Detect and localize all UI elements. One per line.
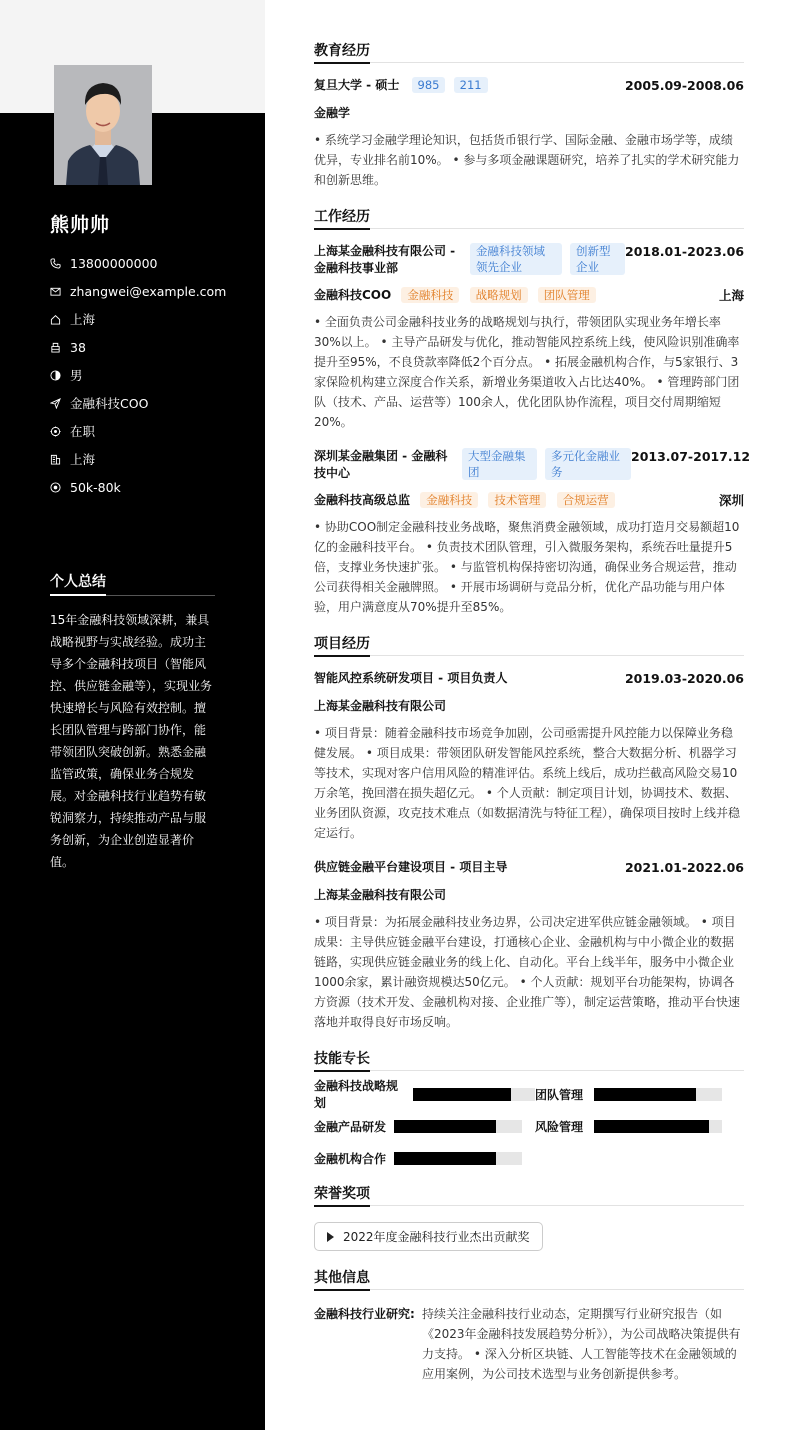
salary-icon bbox=[50, 482, 70, 493]
age-icon bbox=[50, 342, 70, 353]
skill-bar-fill bbox=[594, 1120, 709, 1133]
school-tag: 211 bbox=[454, 77, 488, 93]
award-item[interactable] bbox=[314, 1222, 543, 1251]
award-text: 2022年度金融科技行业杰出贡献奖 bbox=[343, 1230, 530, 1244]
skill-item bbox=[535, 1117, 744, 1135]
project-org: 上海某金融科技有限公司 bbox=[314, 699, 447, 713]
other-label: 金融科技行业研究: bbox=[314, 1307, 415, 1321]
phone-text: 13800000000 bbox=[70, 255, 158, 271]
summary-text: 15年金融科技领域深耕，兼具战略视野与实战经验。成功主导多个金融科技项目（智能风控、供应链金融等），实现业务快速增长与风险有效控制。擅长团队管理与跨部门协作，能带领团队突破创新。熟悉金融监管政策，确保业务合规发展。对金融科技行业趋势有敏锐洞察力，持续推动产品与服务创新，为企业创造显著价值。 bbox=[50, 613, 213, 869]
work-date: 2013.07-2017.12 bbox=[631, 449, 751, 464]
projects-heading: 项目经历 bbox=[314, 633, 744, 656]
skill-item bbox=[314, 1117, 535, 1135]
company-tag: 多元化金融业务 bbox=[545, 448, 631, 480]
phone-icon bbox=[50, 258, 70, 269]
play-icon bbox=[327, 1232, 334, 1242]
project-description: • 项目背景：随着金融科技市场竞争加剧，公司亟需提升风控能力以保障业务稳健发展。 • 项目成果：带领团队研发智能风控系统，整合大数据分析、机器学习等技术，实现对客户信用风险的精准评估。系统上线后，成功拦截高风险交易10万余笔，挽回潜在损失超亿元。 • 个人贡献：制定项目计划，协调技术、数据、业务团队资源，攻克技术难点（如数据清洗与特征工程），确保项目按时上线并稳定运行。 bbox=[314, 726, 741, 840]
skill-bar-fill bbox=[594, 1088, 696, 1101]
project-description: • 项目背景：为拓展金融科技业务边界，公司决定进军供应链金融领域。 • 项目成果：主导供应链金融平台建设，打通核心企业、金融机构与中小微企业的数据链路，实现供应链金融业务的线上化、自动化。平台上线半年，服务中小微企业1000余家，累计融资规模达50亿元。 • 个人贡献：规划平台功能架构，协调各方资源（技术开发、金融机构对接、企业推广等），制定运营策略，推动平台快速落地并取得良好市场反响。 bbox=[314, 915, 741, 1029]
info-salary bbox=[50, 473, 250, 501]
status-text: 在职 bbox=[70, 424, 96, 439]
company-name: 深圳某金融集团 - 金融科技中心 bbox=[314, 449, 448, 480]
skill-name: 金融科技战略规划 bbox=[314, 1079, 399, 1110]
project-item bbox=[314, 859, 744, 1032]
skill-bar bbox=[594, 1088, 722, 1101]
skill-bar bbox=[394, 1120, 522, 1133]
skill-item bbox=[535, 1085, 744, 1103]
role-tag: 金融科技 bbox=[401, 287, 459, 303]
info-position bbox=[50, 389, 250, 417]
location-text: 上海 bbox=[70, 312, 96, 327]
skills-heading: 技能专长 bbox=[314, 1048, 744, 1071]
mail-icon bbox=[50, 286, 70, 297]
skill-bar-fill bbox=[413, 1088, 510, 1101]
project-date: 2021.01-2022.06 bbox=[624, 860, 744, 875]
education-description: • 系统学习金融学理论知识，包括货币银行学、国际金融、金融市场学等，成绩优异，专业排名前10%。 • 参与多项金融课题研究，培养了扎实的学术研究能力和创新思维。 bbox=[314, 133, 740, 187]
info-gender bbox=[50, 361, 250, 389]
work-item bbox=[314, 448, 751, 617]
avatar bbox=[54, 65, 152, 185]
gender-icon bbox=[50, 370, 70, 381]
role-tag: 战略规划 bbox=[470, 287, 528, 303]
info-email bbox=[50, 277, 250, 305]
major: 金融学 bbox=[314, 106, 351, 120]
candidate-name: 熊帅帅 bbox=[50, 214, 111, 236]
project-name: 供应链金融平台建设项目 - 项目主导 bbox=[314, 860, 508, 874]
info-phone bbox=[50, 249, 250, 277]
contact-info-list bbox=[50, 249, 250, 501]
home-icon bbox=[50, 314, 70, 325]
company-tag: 金融科技领域领先企业 bbox=[470, 243, 562, 275]
education-date: 2005.09-2008.06 bbox=[624, 78, 744, 93]
project-name: 智能风控系统研发项目 - 项目负责人 bbox=[314, 671, 508, 685]
skill-bar-fill bbox=[394, 1152, 496, 1165]
school-tag: 985 bbox=[412, 77, 446, 93]
other-heading: 其他信息 bbox=[314, 1267, 744, 1290]
education-item bbox=[314, 77, 744, 190]
project-date: 2019.03-2020.06 bbox=[624, 671, 744, 686]
education-heading: 教育经历 bbox=[314, 40, 744, 63]
info-location bbox=[50, 305, 250, 333]
skill-bar-fill bbox=[394, 1120, 496, 1133]
work-city: 上海 bbox=[718, 288, 744, 303]
role: 金融科技COO 金融科技 战略规划 团队管理 bbox=[314, 287, 596, 304]
gender-text: 男 bbox=[70, 368, 83, 383]
awards-heading: 荣誉奖项 bbox=[314, 1183, 744, 1206]
position-text: 金融科技COO bbox=[70, 396, 149, 411]
skill-name: 风险管理 bbox=[535, 1119, 584, 1134]
work-city-text: 上海 bbox=[70, 452, 96, 467]
info-age bbox=[50, 333, 250, 361]
skill-name: 金融产品研发 bbox=[314, 1119, 387, 1134]
skill-bar bbox=[394, 1152, 522, 1165]
school-name: 复旦大学 - 硕士 985 211 bbox=[314, 77, 488, 94]
role-tag: 合规运营 bbox=[557, 492, 615, 508]
company-name: 上海某金融科技有限公司 - 金融科技事业部 bbox=[314, 244, 456, 275]
project-org: 上海某金融科技有限公司 bbox=[314, 888, 447, 902]
info-work-city bbox=[50, 445, 250, 473]
project-item bbox=[314, 670, 744, 843]
main-content bbox=[314, 40, 751, 1384]
role-tag: 金融科技 bbox=[420, 492, 478, 508]
skill-item bbox=[314, 1079, 535, 1110]
summary-heading: 个人总结 bbox=[50, 571, 215, 596]
salary-text: 50k-80k bbox=[70, 479, 121, 495]
work-date: 2018.01-2023.06 bbox=[625, 244, 745, 259]
role: 金融科技高级总监 金融科技 技术管理 合规运营 bbox=[314, 492, 615, 509]
awards-list bbox=[314, 1220, 744, 1251]
skills-grid bbox=[314, 1079, 744, 1167]
other-value: 持续关注金融科技行业动态，定期撰写行业研究报告（如《2023年金融科技发展趋势分析》），为公司战略决策提供有力支持。 • 深入分析区块链、人工智能等技术在金融领域的应用案例，为公司技术选型与业务创新提供参考。 bbox=[422, 1307, 741, 1381]
other-item bbox=[314, 1304, 744, 1384]
skill-bar bbox=[594, 1120, 722, 1133]
work-description: • 协助COO制定金融科技业务战略，聚焦消费金融领域，成功打造月交易额超10亿的金融科技平台。 • 负责技术团队管理，引入微服务架构，系统吞吐量提升5倍，支撑业务快速扩张。 • 与监管机构保持密切沟通，确保业务合规运营，推动公司获得相关金融牌照。 • 开展市场调研与竞品分析，优化产品功能与用户体验，用户满意度从70%提升至85%。 bbox=[314, 520, 740, 614]
age-text: 38 bbox=[70, 339, 86, 355]
role-tag: 团队管理 bbox=[538, 287, 596, 303]
work-item bbox=[314, 243, 744, 432]
role-tag: 技术管理 bbox=[488, 492, 546, 508]
building-icon bbox=[50, 454, 70, 465]
skill-item bbox=[314, 1149, 535, 1167]
skill-name: 团队管理 bbox=[535, 1087, 584, 1102]
work-description: • 全面负责公司金融科技业务的战略规划与执行，带领团队实现业务年增长率30%以上。 • 主导产品研发与优化，推动智能风控系统上线，使风险识别准确率提升至95%，不良贷款率降低2个百分点。 • 拓展金融机构合作，与5家银行、3家保险机构建立深度合作关系，新增业务渠道收入占比达40%。 • 管理跨部门团队（技术、产品、运营等）100余人，优化团队协作流程，项目交付周期缩短20%。 bbox=[314, 315, 740, 429]
work-city: 深圳 bbox=[718, 493, 744, 508]
status-icon bbox=[50, 426, 70, 437]
skill-name: 金融机构合作 bbox=[314, 1151, 387, 1166]
company-tag: 大型金融集团 bbox=[462, 448, 537, 480]
send-icon bbox=[50, 398, 70, 409]
info-status bbox=[50, 417, 250, 445]
work-heading: 工作经历 bbox=[314, 206, 744, 229]
company-tag: 创新型企业 bbox=[570, 243, 625, 275]
skill-bar bbox=[413, 1088, 535, 1101]
email-text: zhangwei@example.com bbox=[70, 283, 227, 299]
